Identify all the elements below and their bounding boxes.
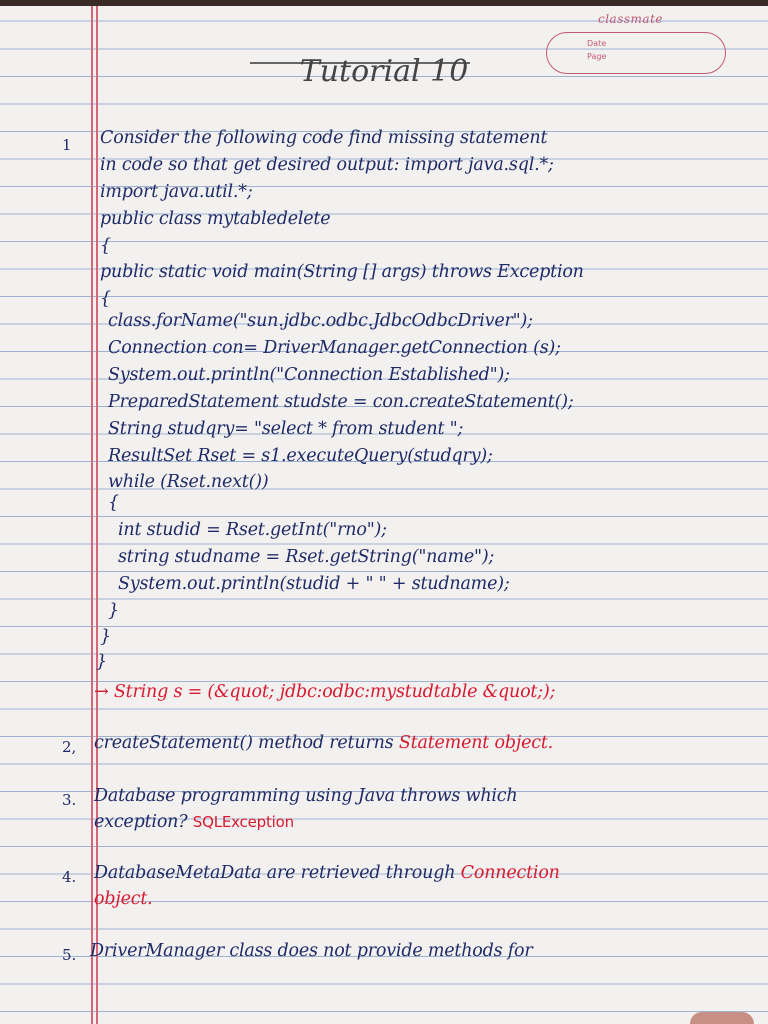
q5-line: DriverManager class does not provide methods for [90,941,533,961]
q4-answer-cont: object. [94,889,153,909]
q1-line: in code so that get desired output: import java.sql.*; [100,155,554,175]
q1-line: } [96,652,107,672]
date-label: Date [587,39,607,48]
q1-line: Consider the following code find missing statement [100,128,548,148]
q1-line: PreparedStatement studste = con.createStatement(); [108,392,574,412]
q1-line: { [100,289,111,309]
page-title: Tutorial 10 [299,54,469,89]
q1-line: import java.util.*; [100,182,253,202]
q2-number: 2, [62,738,77,756]
q2-text [94,733,553,753]
q1-line: System.out.println("Connection Established"); [108,365,510,385]
brand-logo: classmate [598,12,663,26]
q3-answer: SQLException [192,813,294,831]
q4-answer: Connection [460,863,560,883]
q3-line2 [94,812,294,832]
q4-question: DatabaseMetaData are retrieved through [94,863,456,883]
q3-question: exception? [94,812,188,832]
q4-number: 4. [62,868,77,886]
q1-line: int studid = Rset.getInt("rno"); [118,520,387,540]
margin-line-1 [91,6,93,1024]
finger-edge [690,1012,754,1024]
q1-number: 1 [62,136,72,154]
q3-number: 3. [62,791,77,809]
page-label: Page [587,52,607,61]
q1-line: public static void main(String [] args) throws Exception [100,262,584,282]
q1-answer: → String s = (&quot; jdbc:odbc:mystudtable &quot;); [94,682,556,702]
q1-line: { [100,236,111,256]
q1-line: String studqry= "select * from student "; [108,419,464,439]
q1-line: Connection con= DriverManager.getConnection (s); [108,338,561,358]
q2-question: createStatement() method returns [94,733,394,753]
q1-line: } [108,601,119,621]
q1-line: } [100,627,111,647]
q1-line: while (Rset.next()) [108,472,269,492]
q1-line: { [108,493,119,513]
q1-line: System.out.println(studid + " " + studname); [118,574,510,594]
notebook-page [0,6,768,1024]
q4-line [94,863,560,883]
q1-line: public class mytabledelete [100,209,331,229]
q3-line: Database programming using Java throws which [94,786,518,806]
q1-line: string studname = Rset.getString("name"); [118,547,495,567]
q1-line: ResultSet Rset = s1.executeQuery(studqry); [108,446,493,466]
q2-answer: Statement object. [398,733,554,753]
q5-number: 5. [62,946,77,964]
q1-line: class.forName("sun.jdbc.odbc.JdbcOdbcDriver"); [108,311,533,331]
